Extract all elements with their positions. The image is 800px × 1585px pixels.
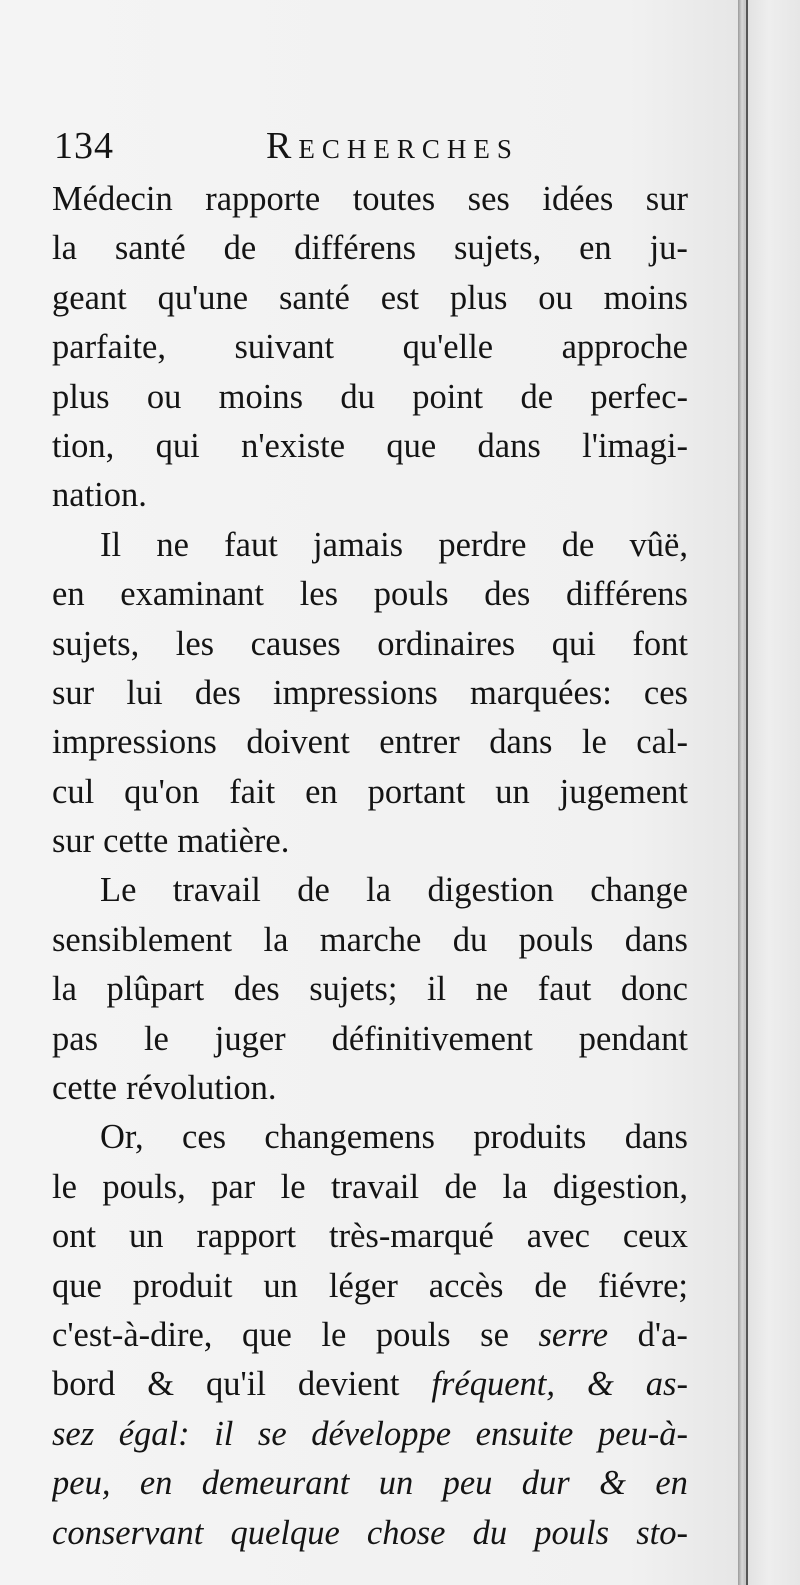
word: doivent	[246, 723, 350, 762]
word: cal-	[636, 723, 688, 762]
word: accès	[428, 1266, 504, 1305]
text-line	[52, 965, 688, 1014]
text-line	[52, 471, 688, 520]
word: idées	[542, 180, 614, 218]
text-line	[52, 1509, 688, 1558]
word: de	[534, 1266, 567, 1305]
word: &	[586, 1365, 614, 1404]
word: un	[263, 1266, 298, 1305]
word: sur	[645, 180, 688, 218]
word: plus	[52, 377, 110, 416]
word: se	[480, 1315, 509, 1354]
word: travail	[330, 1167, 420, 1206]
word: avec	[526, 1217, 590, 1256]
word: devient	[297, 1365, 400, 1404]
word: suivant	[234, 328, 335, 367]
word: tion,	[52, 426, 115, 465]
word: quelque	[230, 1513, 340, 1552]
word: sez	[52, 1414, 95, 1453]
text-line	[52, 570, 688, 619]
word: fréquent,	[431, 1365, 556, 1404]
word: c'est-à-dire,	[52, 1315, 213, 1354]
word: des	[194, 673, 241, 712]
page-header	[54, 124, 684, 172]
word: égal:	[118, 1414, 190, 1453]
word: en	[579, 229, 612, 268]
word: en	[655, 1464, 688, 1503]
text-line	[52, 1262, 688, 1311]
word: cul	[52, 772, 95, 811]
word: des	[233, 970, 280, 1009]
word: n'existe	[241, 426, 346, 465]
word: sujets,	[52, 624, 140, 663]
word: la	[52, 970, 77, 1009]
text-line	[52, 274, 688, 323]
word: portant	[367, 772, 466, 811]
word: sur	[52, 822, 95, 861]
word: faut	[537, 970, 592, 1009]
word: est	[380, 278, 420, 317]
word: toutes	[352, 180, 436, 218]
word: Or,	[100, 1118, 144, 1157]
word: que	[241, 1315, 292, 1354]
word: ont	[52, 1217, 97, 1256]
text-line	[52, 1163, 688, 1212]
text-line	[52, 1360, 688, 1409]
word: peu-à-	[597, 1414, 688, 1453]
body-text	[52, 175, 688, 1558]
word: jugement	[559, 772, 688, 811]
word: pouls	[518, 920, 594, 959]
text-line	[52, 866, 688, 915]
word: rapport	[196, 1217, 297, 1256]
word: la	[366, 871, 392, 910]
word: fiévre;	[597, 1266, 688, 1305]
text-line	[52, 669, 688, 718]
text-line	[52, 1113, 688, 1162]
text-line	[52, 718, 688, 767]
text-line	[52, 373, 688, 422]
word: pas	[52, 1019, 98, 1058]
word: dans	[489, 723, 553, 762]
word: qu'elle	[402, 328, 494, 367]
word: matière.	[177, 822, 290, 861]
word: un	[129, 1217, 164, 1256]
word: ne	[475, 970, 509, 1009]
text-line	[52, 1459, 688, 1508]
word: examinant	[120, 575, 264, 614]
word: lui	[126, 673, 163, 712]
word: travail	[172, 871, 261, 910]
word: conservant	[52, 1513, 204, 1552]
word: un	[495, 772, 530, 811]
word: moins	[218, 377, 304, 416]
text-line	[52, 817, 688, 866]
word: ces	[182, 1118, 227, 1157]
word: la	[502, 1167, 528, 1206]
word: rapporte	[205, 180, 321, 218]
word: point	[412, 377, 484, 416]
word: en	[305, 772, 338, 811]
word: entrer	[379, 723, 460, 762]
text-line	[52, 916, 688, 965]
word: sensiblement	[52, 920, 233, 959]
text-line	[52, 768, 688, 817]
word: qui	[155, 426, 200, 465]
word: bord	[52, 1365, 116, 1404]
word: il	[214, 1414, 234, 1453]
word: peu,	[52, 1464, 111, 1503]
word: en	[52, 575, 85, 614]
facing-page-edge	[748, 0, 800, 1585]
word: ou	[146, 377, 182, 416]
word: fait	[229, 772, 276, 811]
text-line	[52, 521, 688, 570]
word: la	[263, 920, 289, 959]
word: léger	[328, 1266, 398, 1305]
word: sto-	[636, 1513, 688, 1552]
word: dans	[477, 426, 541, 465]
word: digestion	[427, 871, 554, 910]
word: juger	[214, 1019, 286, 1058]
word: différens	[294, 229, 417, 268]
word: ne	[156, 525, 189, 564]
word: du	[340, 377, 375, 416]
word: dur	[521, 1464, 570, 1503]
word: pouls	[373, 575, 449, 614]
word: le	[280, 1167, 306, 1206]
word: en	[139, 1464, 173, 1503]
word: chose	[366, 1513, 446, 1552]
word: marche	[319, 920, 422, 959]
word: pendant	[578, 1019, 688, 1058]
word: ses	[467, 180, 510, 218]
word: Le	[100, 871, 137, 910]
word: les	[299, 575, 339, 614]
word: &	[147, 1365, 175, 1404]
word: produits	[473, 1118, 587, 1157]
word: moins	[603, 278, 688, 317]
text-line	[52, 323, 688, 372]
word: vûë,	[629, 525, 688, 564]
word: perdre	[438, 525, 527, 564]
word: font	[632, 624, 688, 663]
word: jamais	[313, 525, 404, 564]
text-line	[52, 1212, 688, 1261]
word: qu'une	[157, 278, 249, 317]
text-line	[52, 175, 688, 224]
text-line	[52, 1015, 688, 1064]
word: approche	[561, 328, 688, 367]
word: as-	[645, 1365, 688, 1404]
word: plus	[449, 278, 508, 317]
word: peu	[442, 1464, 493, 1503]
word: pouls,	[102, 1167, 186, 1206]
word: d'a-	[637, 1315, 688, 1354]
text-line	[52, 1064, 688, 1113]
word: que	[386, 426, 437, 465]
word: ensuite	[475, 1414, 574, 1453]
word: ceux	[622, 1217, 688, 1256]
word: définitivement	[331, 1019, 533, 1058]
word: il	[426, 970, 447, 1009]
word: change	[590, 871, 688, 910]
text-line	[52, 1311, 688, 1360]
word: de	[297, 871, 330, 910]
word: ou	[538, 278, 573, 317]
word: Il	[100, 525, 122, 564]
word: qu'il	[206, 1365, 266, 1404]
word: ordinaires	[377, 624, 516, 663]
word: sujets;	[309, 970, 398, 1009]
word: pouls	[375, 1315, 451, 1354]
word: de	[444, 1167, 478, 1206]
word: digestion,	[552, 1167, 688, 1206]
word: serre	[538, 1315, 609, 1354]
running-head: Recherches	[266, 125, 519, 167]
word: impressions	[273, 673, 438, 712]
word: du	[472, 1513, 508, 1552]
word: changemens	[264, 1118, 435, 1157]
word: le	[52, 1167, 77, 1206]
word: du	[452, 920, 488, 959]
word: produit	[132, 1266, 233, 1305]
word: santé	[278, 278, 350, 317]
word: sujets,	[453, 229, 542, 268]
word: des	[484, 575, 531, 614]
word: le	[321, 1315, 347, 1354]
word: Médecin	[52, 180, 173, 218]
text-line	[52, 620, 688, 669]
word: nation.	[52, 476, 147, 515]
word: le	[581, 723, 607, 762]
word: différens	[565, 575, 688, 614]
word: la	[52, 229, 77, 268]
word: plûpart	[106, 970, 205, 1009]
word: sur	[52, 673, 95, 712]
text-line	[52, 224, 688, 273]
word: très-marqué	[329, 1217, 494, 1256]
word: perfec-	[590, 377, 688, 416]
word: qu'on	[124, 772, 200, 811]
word: que	[52, 1266, 102, 1305]
word: santé	[114, 229, 186, 268]
word: dans	[624, 1118, 688, 1157]
word: parfaite,	[52, 328, 166, 367]
word: de	[223, 229, 257, 268]
word: qui	[551, 624, 596, 663]
word: impressions	[52, 723, 217, 762]
word: développe	[311, 1414, 452, 1453]
word: cette	[52, 1069, 118, 1108]
word: ju-	[649, 229, 688, 268]
word: de	[520, 377, 554, 416]
word: dans	[624, 920, 688, 959]
text-line	[52, 1410, 688, 1459]
word: &	[599, 1464, 626, 1503]
page-number: 134	[54, 125, 114, 167]
word: causes	[250, 624, 341, 663]
word: pouls	[534, 1513, 610, 1552]
word: l'imagi-	[582, 426, 688, 465]
word: se	[257, 1414, 287, 1453]
word: marquées:	[470, 673, 612, 712]
word: faut	[224, 525, 278, 564]
word: donc	[620, 970, 688, 1009]
word: le	[143, 1019, 169, 1058]
word: de	[561, 525, 595, 564]
word: par	[211, 1167, 256, 1206]
word: révolution.	[126, 1069, 277, 1108]
word: geant	[52, 278, 127, 317]
word: les	[175, 624, 215, 663]
text-line	[52, 422, 688, 471]
word: un	[378, 1464, 414, 1503]
word: ces	[643, 673, 688, 712]
word: demeurant	[201, 1464, 350, 1503]
word: cette	[103, 822, 169, 861]
